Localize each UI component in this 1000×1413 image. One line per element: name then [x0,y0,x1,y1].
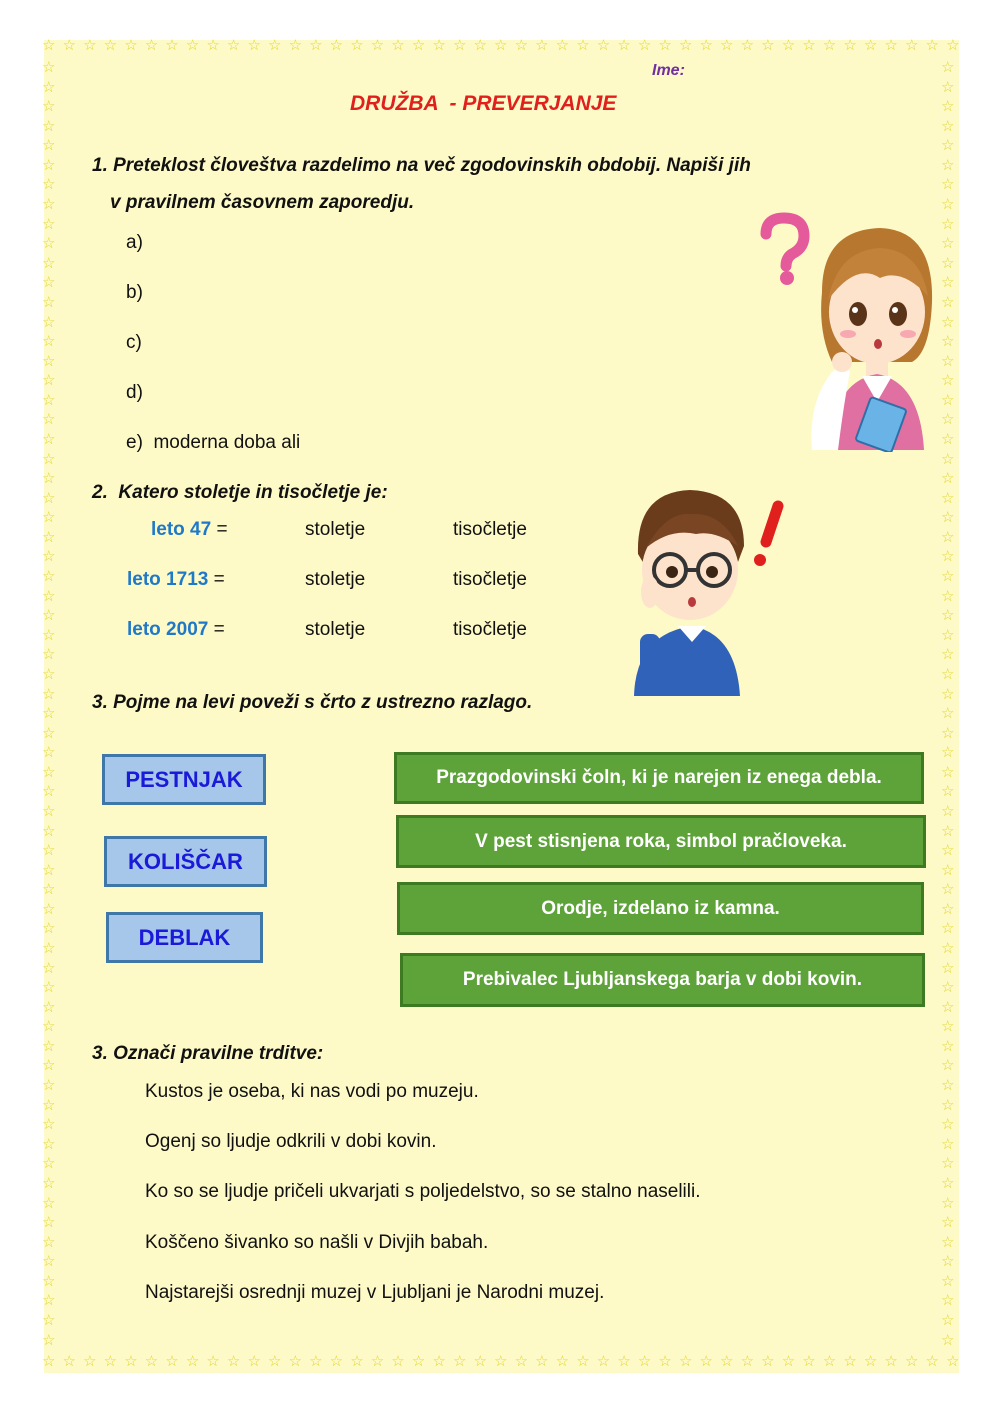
star-icon: ☆ [941,215,955,233]
star-icon: ☆ [350,1353,364,1370]
star-icon: ☆ [941,333,955,351]
star-icon: ☆ [617,1353,631,1370]
star-icon: ☆ [658,1353,672,1370]
q3-title: 3. Pojme na levi poveži s črto z ustrezno razlago. [92,692,533,713]
star-icon: ☆ [941,685,955,703]
thinking-boy-illustration [626,484,796,696]
star-icon: ☆ [941,1174,955,1192]
star-icon: ☆ [124,1353,138,1370]
star-icon: ☆ [42,489,56,507]
star-icon: ☆ [941,881,955,899]
star-icon: ☆ [452,1353,467,1370]
star-icon: ☆ [185,37,200,54]
star-icon: ☆ [42,509,56,527]
star-icon: ☆ [452,37,467,54]
star-icon: ☆ [941,430,955,448]
statement-4[interactable]: Koščeno šivanko so našli v Divjih babah. [145,1232,489,1253]
star-icon: ☆ [42,470,56,488]
star-icon: ☆ [740,1353,755,1370]
star-icon: ☆ [288,37,303,54]
star-icon: ☆ [309,1353,323,1370]
star-icon: ☆ [42,1194,56,1212]
star-icon: ☆ [42,333,56,351]
star-icon: ☆ [637,1353,652,1370]
star-icon: ☆ [432,1353,446,1370]
star-icon: ☆ [740,37,755,54]
statement-5[interactable]: Najstarejši osrednji muzej v Ljubljani je Narodni muzej. [145,1282,605,1303]
star-icon: ☆ [42,1174,56,1192]
star-icon: ☆ [941,705,955,723]
star-icon: ☆ [576,37,590,54]
star-icon: ☆ [946,1353,960,1370]
star-icon: ☆ [514,37,529,54]
star-icon: ☆ [941,940,955,958]
definition-fist[interactable]: V pest stisnjena roka, simbol pračloveka. [396,815,926,868]
star-border-bottom [42,1354,960,1369]
star-icon: ☆ [941,1331,955,1349]
star-icon: ☆ [42,998,56,1016]
star-icon: ☆ [42,881,56,899]
star-icon: ☆ [941,665,955,683]
star-icon: ☆ [941,293,955,311]
star-icon: ☆ [555,37,570,54]
star-icon: ☆ [42,959,56,977]
star-icon: ☆ [247,1353,261,1370]
star-icon: ☆ [103,37,118,54]
definition-boat[interactable]: Prazgodovinski čoln, ki je narejen iz enega debla. [394,752,924,804]
q1-item-b: b) [126,282,143,303]
star-icon: ☆ [941,979,955,997]
q1-item-d: d) [126,382,143,403]
star-icon: ☆ [42,979,56,997]
star-icon: ☆ [42,1214,56,1232]
star-icon: ☆ [42,1353,56,1370]
star-icon: ☆ [42,724,56,742]
star-icon: ☆ [941,1116,955,1134]
star-icon: ☆ [288,1353,303,1370]
star-icon: ☆ [617,37,631,54]
term-pestnjak[interactable]: PESTNJAK [102,754,266,805]
star-icon: ☆ [535,1353,549,1370]
star-icon: ☆ [42,215,56,233]
star-icon: ☆ [42,744,56,762]
star-icon: ☆ [941,196,955,214]
star-icon: ☆ [941,313,955,331]
star-icon: ☆ [42,137,56,155]
star-icon: ☆ [42,861,56,879]
star-icon: ☆ [42,587,56,605]
star-icon: ☆ [42,254,56,272]
star-icon: ☆ [596,37,611,54]
star-icon: ☆ [42,1233,56,1251]
q2-title: 2. Katero stoletje in tisočletje je: [92,482,388,503]
star-icon: ☆ [761,37,775,54]
star-icon: ☆ [42,705,56,723]
page-title: DRUŽBA - PREVERJANJE [350,92,617,115]
star-icon: ☆ [42,646,56,664]
star-icon: ☆ [941,842,955,860]
star-icon: ☆ [678,1353,693,1370]
definition-pile-dweller[interactable]: Prebivalec Ljubljanskega barja v dobi kovin. [400,953,925,1007]
star-icon: ☆ [370,37,385,54]
star-icon: ☆ [42,1272,56,1290]
star-icon: ☆ [904,1353,919,1370]
star-icon: ☆ [535,37,549,54]
star-icon: ☆ [555,1353,570,1370]
star-icon: ☆ [473,37,487,54]
term-koliscar[interactable]: KOLIŠČAR [104,836,267,887]
star-icon: ☆ [941,1037,955,1055]
star-icon: ☆ [42,568,56,586]
q2-row1-millennium: tisočletje [453,519,527,540]
star-icon: ☆ [941,489,955,507]
star-icon: ☆ [884,1353,898,1370]
star-icon: ☆ [124,37,138,54]
name-label: Ime: [652,62,685,79]
star-icon: ☆ [941,274,955,292]
star-icon: ☆ [941,646,955,664]
star-icon: ☆ [83,1353,97,1370]
star-icon: ☆ [941,1057,955,1075]
star-icon: ☆ [42,352,56,370]
star-icon: ☆ [941,1155,955,1173]
star-icon: ☆ [941,1233,955,1251]
star-icon: ☆ [103,1353,118,1370]
star-icon: ☆ [941,156,955,174]
star-icon: ☆ [941,59,955,76]
star-icon: ☆ [42,900,56,918]
star-icon: ☆ [42,235,56,253]
star-icon: ☆ [941,352,955,370]
star-icon: ☆ [941,1253,955,1271]
star-icon: ☆ [941,78,955,96]
star-icon: ☆ [941,724,955,742]
q2-row1-year: leto 47 = [151,519,228,540]
star-icon: ☆ [42,1292,56,1310]
star-icon: ☆ [941,1135,955,1153]
star-icon: ☆ [941,626,955,644]
q2-row2-century: stoletje [305,569,366,590]
star-icon: ☆ [42,1018,56,1036]
star-icon: ☆ [42,293,56,311]
thinking-girl-illustration [752,212,937,452]
star-icon: ☆ [941,568,955,586]
star-icon: ☆ [941,470,955,488]
statement-3[interactable]: Ko so se ljudje pričeli ukvarjati s poljedelstvo, so se stalno naselili. [145,1181,701,1202]
star-border-top [42,38,960,53]
star-icon: ☆ [494,1353,508,1370]
star-icon: ☆ [206,37,220,54]
q1-item-e: e) moderna doba ali [126,432,301,453]
star-icon: ☆ [941,822,955,840]
star-icon: ☆ [941,587,955,605]
star-icon: ☆ [494,37,508,54]
statement-1[interactable]: Kustos je oseba, ki nas vodi po muzeju. [145,1081,479,1102]
q2-row2-millennium: tisočletje [453,569,527,590]
star-icon: ☆ [699,37,713,54]
star-icon: ☆ [42,920,56,938]
star-icon: ☆ [941,372,955,390]
star-icon: ☆ [391,1353,405,1370]
star-icon: ☆ [42,842,56,860]
star-icon: ☆ [411,37,426,54]
star-icon: ☆ [941,254,955,272]
star-icon: ☆ [941,1214,955,1232]
star-icon: ☆ [42,156,56,174]
q1-item-c: c) [126,332,142,353]
star-icon: ☆ [884,37,898,54]
star-icon: ☆ [941,959,955,977]
star-icon: ☆ [781,1353,796,1370]
star-icon: ☆ [941,137,955,155]
star-icon: ☆ [42,1331,56,1349]
star-icon: ☆ [370,1353,385,1370]
star-icon: ☆ [941,98,955,116]
star-icon: ☆ [802,37,816,54]
star-icon: ☆ [941,920,955,938]
star-icon: ☆ [165,37,179,54]
star-icon: ☆ [42,1057,56,1075]
star-icon: ☆ [904,37,919,54]
star-icon: ☆ [42,802,56,820]
q1-item-a: a) [126,232,143,253]
star-icon: ☆ [206,1353,220,1370]
star-icon: ☆ [941,998,955,1016]
star-icon: ☆ [822,37,837,54]
star-icon: ☆ [843,37,857,54]
q1-line2: v pravilnem časovnem zaporedju. [110,192,415,213]
star-icon: ☆ [946,37,960,54]
star-icon: ☆ [925,1353,939,1370]
star-icon: ☆ [42,665,56,683]
star-icon: ☆ [658,37,672,54]
star-icon: ☆ [42,548,56,566]
star-icon: ☆ [329,37,344,54]
star-icon: ☆ [941,744,955,762]
star-icon: ☆ [42,59,56,76]
star-icon: ☆ [432,37,446,54]
star-icon: ☆ [678,37,693,54]
star-icon: ☆ [144,37,159,54]
star-icon: ☆ [699,1353,713,1370]
star-icon: ☆ [411,1353,426,1370]
star-icon: ☆ [514,1353,529,1370]
star-icon: ☆ [268,1353,282,1370]
star-icon: ☆ [42,78,56,96]
q2-row1-century: stoletje [305,519,366,540]
star-icon: ☆ [42,430,56,448]
star-icon: ☆ [941,1194,955,1212]
star-icon: ☆ [781,37,796,54]
star-icon: ☆ [42,391,56,409]
star-border-right [941,60,954,1348]
star-icon: ☆ [941,509,955,527]
star-icon: ☆ [941,783,955,801]
star-icon: ☆ [42,313,56,331]
q1-line1: 1. Preteklost človeštva razdelimo na več zgodovinskih obdobij. Napiši jih [92,155,751,176]
definition-tool[interactable]: Orodje, izdelano iz kamna. [397,882,924,935]
star-icon: ☆ [350,37,364,54]
star-icon: ☆ [941,235,955,253]
star-icon: ☆ [941,1096,955,1114]
star-icon: ☆ [144,1353,159,1370]
star-icon: ☆ [226,37,241,54]
star-icon: ☆ [941,1272,955,1290]
q4-title: 3. Označi pravilne trditve: [92,1043,324,1064]
q2-row3-century: stoletje [305,619,366,640]
star-icon: ☆ [843,1353,857,1370]
q2-row3-millennium: tisočletje [453,619,527,640]
star-icon: ☆ [42,822,56,840]
star-icon: ☆ [42,1135,56,1153]
star-icon: ☆ [720,37,734,54]
star-icon: ☆ [42,1037,56,1055]
star-icon: ☆ [42,117,56,135]
star-icon: ☆ [42,685,56,703]
star-icon: ☆ [863,37,878,54]
star-icon: ☆ [637,37,652,54]
star-icon: ☆ [761,1353,775,1370]
star-icon: ☆ [941,900,955,918]
star-icon: ☆ [941,176,955,194]
star-icon: ☆ [329,1353,344,1370]
star-icon: ☆ [42,372,56,390]
star-icon: ☆ [42,1253,56,1271]
star-icon: ☆ [62,1353,76,1370]
star-icon: ☆ [391,37,405,54]
star-icon: ☆ [941,607,955,625]
star-icon: ☆ [226,1353,241,1370]
star-icon: ☆ [42,196,56,214]
star-icon: ☆ [83,37,97,54]
star-icon: ☆ [42,1116,56,1134]
star-icon: ☆ [941,763,955,781]
star-icon: ☆ [42,528,56,546]
star-icon: ☆ [941,548,955,566]
star-icon: ☆ [941,861,955,879]
star-icon: ☆ [42,450,56,468]
star-icon: ☆ [42,411,56,429]
star-icon: ☆ [822,1353,837,1370]
star-icon: ☆ [941,411,955,429]
q2-row3-year: leto 2007 = [127,619,225,640]
star-icon: ☆ [62,37,76,54]
star-icon: ☆ [941,1018,955,1036]
star-icon: ☆ [42,1312,56,1329]
star-border-left [42,60,55,1348]
star-icon: ☆ [720,1353,734,1370]
star-icon: ☆ [941,1292,955,1310]
star-icon: ☆ [42,98,56,116]
term-deblak[interactable]: DEBLAK [106,912,263,963]
star-icon: ☆ [42,1077,56,1095]
star-icon: ☆ [473,1353,487,1370]
star-icon: ☆ [42,626,56,644]
star-icon: ☆ [42,274,56,292]
star-icon: ☆ [42,1155,56,1173]
star-icon: ☆ [42,940,56,958]
star-icon: ☆ [941,1077,955,1095]
star-icon: ☆ [42,1096,56,1114]
star-icon: ☆ [268,37,282,54]
statement-2[interactable]: Ogenj so ljudje odkrili v dobi kovin. [145,1131,437,1152]
star-icon: ☆ [165,1353,179,1370]
star-icon: ☆ [247,37,261,54]
star-icon: ☆ [42,783,56,801]
star-icon: ☆ [941,528,955,546]
star-icon: ☆ [925,37,939,54]
q2-row2-year: leto 1713 = [127,569,225,590]
star-icon: ☆ [42,607,56,625]
star-icon: ☆ [863,1353,878,1370]
star-icon: ☆ [42,763,56,781]
star-icon: ☆ [941,802,955,820]
star-icon: ☆ [941,1312,955,1329]
star-icon: ☆ [941,117,955,135]
star-icon: ☆ [941,391,955,409]
star-icon: ☆ [941,450,955,468]
star-icon: ☆ [309,37,323,54]
star-icon: ☆ [576,1353,590,1370]
star-icon: ☆ [42,37,56,54]
star-icon: ☆ [596,1353,611,1370]
star-icon: ☆ [185,1353,200,1370]
star-icon: ☆ [42,176,56,194]
star-icon: ☆ [802,1353,816,1370]
